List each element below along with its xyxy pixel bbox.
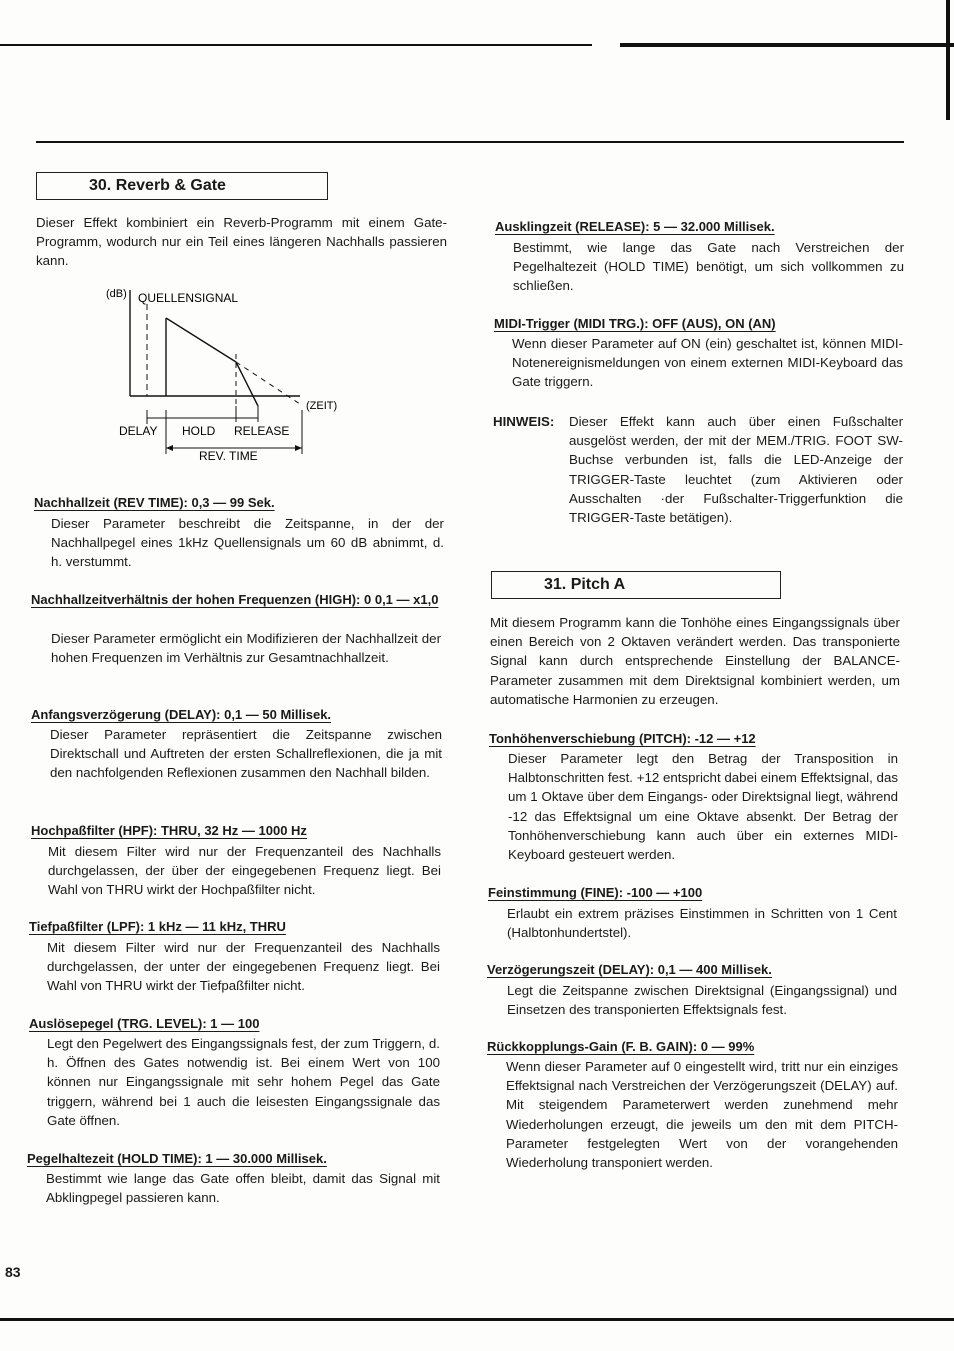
- reverb-gate-diagram: [100, 282, 380, 468]
- param-text-delay: Dieser Parameter repräsentiert die Zeitspanne zwischen Direktschall und Auftreten der ersten Schallreflexionen, die ja mit den nachfolgenden Reflexionen zusammen den Nachhall bilden.: [50, 727, 442, 781]
- diagram-arrowhead-1: [295, 445, 302, 451]
- param-head-lpf: Tiefpaßfilter (LPF): 1 kHz — 11 kHz, THRU: [29, 919, 286, 934]
- note-text: Dieser Effekt kann auch über einen Fußschalter ausgelöst werden, der mit der MEM./TRIG. FOOT SW-Buchse verbunden ist, falls die LED-Anzeige der TRIGGER-Taste leuchtet (zum Aktivieren oder Ausschalten ·der Fußschalter-Triggerfunktion die TRIGGER-Taste betätigen).: [569, 414, 903, 526]
- param-head-rev-time: Nachhallzeit (REV TIME): 0,3 — 99 Sek.: [34, 495, 275, 510]
- diagram-source-label: QUELLENSIGNAL: [138, 291, 239, 305]
- note-label: HINWEIS:: [493, 414, 555, 429]
- diagram-tail-dash: [236, 362, 300, 404]
- param-text-midi-trg: Wenn dieser Parameter auf ON (ein) geschaltet ist, können MIDI-Notenereignismeldungen von einem externen MIDI-Keyboard das Gate triggern.: [512, 336, 903, 390]
- param-head-release: Ausklingzeit (RELEASE): 5 — 32.000 Millisek.: [495, 219, 775, 234]
- top-rule-left: [0, 44, 592, 46]
- top-rule-right: [620, 43, 954, 47]
- param-text-hpf: Mit diesem Filter wird nur der Frequenzanteil des Nachhalls durchgelassen, der über der eingegebenen Frequenz liegt. Bei Wahl von THRU wirkt der Hochpaßfilter nicht.: [48, 844, 441, 898]
- diagram-revtime-label: REV. TIME: [199, 449, 258, 463]
- diagram-release-label: RELEASE: [234, 424, 290, 438]
- right-edge-bar: [946, 0, 950, 120]
- param-head-trg-level: Auslösepegel (TRG. LEVEL): 1 — 100: [29, 1016, 260, 1031]
- param-text-lpf: Mit diesem Filter wird nur der Frequenzanteil des Nachhalls durchgelassen, der unter der eingegebenen Frequenz liegt. Bei Wahl von THRU wirkt der Tiefpaßfilter nicht.: [47, 940, 440, 994]
- param-head-fb-gain: Rückkopplungs-Gain (F. B. GAIN): 0 — 99%: [487, 1039, 755, 1054]
- param-text-high: Dieser Parameter ermöglicht ein Modifizieren der Nachhallzeit der hohen Frequenzen im Verhältnis zur Gesamtnachhallzeit.: [51, 631, 441, 666]
- param-head-delay: Anfangsverzögerung (DELAY): 0,1 — 50 Millisek.: [31, 707, 332, 722]
- param-head-pitch: Tonhöhenverschiebung (PITCH): -12 — +12: [489, 731, 756, 746]
- diagram-release-curve: [236, 362, 258, 406]
- diagram-y-unit: (dB): [106, 288, 127, 300]
- section-30-title-box: [36, 172, 328, 200]
- page-number: 83: [5, 1264, 21, 1280]
- diagram-hold-label: HOLD: [182, 424, 216, 438]
- param-head-fine: Feinstimmung (FINE): -100 — +100: [488, 885, 703, 900]
- param-text-fine: Erlaubt ein extrem präzises Einstimmen in Schritten von 1 Cent (Halbtonhundertstel).: [507, 906, 897, 941]
- diagram-arrowhead-2: [166, 445, 173, 451]
- section-31-title: 31. Pitch A: [544, 576, 626, 593]
- param-head-pitch-delay: Verzögerungszeit (DELAY): 0,1 — 400 Millisek.: [487, 962, 772, 977]
- param-text-fb-gain: Wenn dieser Parameter auf 0 eingestellt wird, tritt nur ein einziges Effektsignal nach Verstreichen der Verzögerungszeit (DELAY) auf. Mit steigendem Parameterwert werden zunehmend mehr Wiederholungen erzeugt, die jeweils um den mit dem PITCH-Parameter festgelegten Wert von der vorangehenden Wiederholung transponiert werden.: [506, 1059, 898, 1171]
- diagram-hold-decay: [166, 318, 236, 362]
- section-31-title-box: [491, 571, 781, 599]
- diagram-delay-label: DELAY: [119, 424, 158, 438]
- param-head-hpf: Hochpaßfilter (HPF): THRU, 32 Hz — 1000 Hz: [31, 823, 307, 838]
- param-text-rev-time: Dieser Parameter beschreibt die Zeitspanne, in der der Nachhallpegel eines 1kHz Quellensignals um 60 dB abnimmt, d. h. verstummt.: [51, 516, 444, 570]
- section-30-intro: Dieser Effekt kombiniert ein Reverb-Programm mit einem Gate-Programm, wodurch nur ein Teil eines längeren Nachhalls passieren kann.: [36, 215, 447, 269]
- param-text-pitch: Dieser Parameter legt den Betrag der Transposition in Halbtonschritten fest. +12 entspricht dabei einem Effektsignal, das um 1 Oktave über dem Eingangs- oder Direktsignal liegt, während -12 das Effektsignal um eine Oktave absenkt. Der Betrag der Tonhöhenverschiebung kann auch über ein externes MIDI-Keyboard gesteuert werden.: [508, 751, 898, 863]
- diagram-time-label: (ZEIT): [306, 400, 338, 412]
- section-31-intro: Mit diesem Programm kann die Tonhöhe eines Eingangssignals über einen Bereich von 2 Oktaven verändert werden. Das transponierte Signal kann durch entsprechende Einstellung der BALANCE-Parameter zusammen mit dem Direktsignal kombiniert werden, um automatische Harmonien zu erzeugen.: [490, 615, 900, 707]
- header-rule: [36, 141, 904, 143]
- param-text-trg-level: Legt den Pegelwert des Eingangssignals fest, der zum Triggern, d. h. Öffnen des Gates notwendig ist. Bei einem Wert von 100 können nur Eingangssignale mit sehr hohem Pegel das Gate triggern, während bei 1 auch die leisesten Eingangssignale das Gate öffnen.: [47, 1036, 440, 1128]
- param-head-high: Nachhallzeitverhältnis der hohen Frequenzen (HIGH): 0 0,1 — x1,0: [31, 592, 439, 607]
- param-text-release: Bestimmt, wie lange das Gate nach Verstreichen der Pegelhaltezeit (HOLD TIME) benötigt, um sich vollkommen zu schließen.: [513, 240, 904, 294]
- bottom-rule: [0, 1318, 954, 1321]
- param-head-midi-trg: MIDI-Trigger (MIDI TRG.): OFF (AUS), ON (AN): [494, 316, 776, 331]
- section-30-title: 30. Reverb & Gate: [89, 177, 226, 194]
- param-text-pitch-delay: Legt die Zeitspanne zwischen Direktsignal (Eingangssignal) und Einsetzen des transponierten Effektsignals fest.: [507, 983, 897, 1018]
- param-text-hold-time: Bestimmt wie lange das Gate offen bleibt, damit das Signal mit Abklingpegel passieren kann.: [46, 1171, 440, 1206]
- param-head-hold-time: Pegelhaltezeit (HOLD TIME): 1 — 30.000 Millisek.: [27, 1151, 327, 1166]
